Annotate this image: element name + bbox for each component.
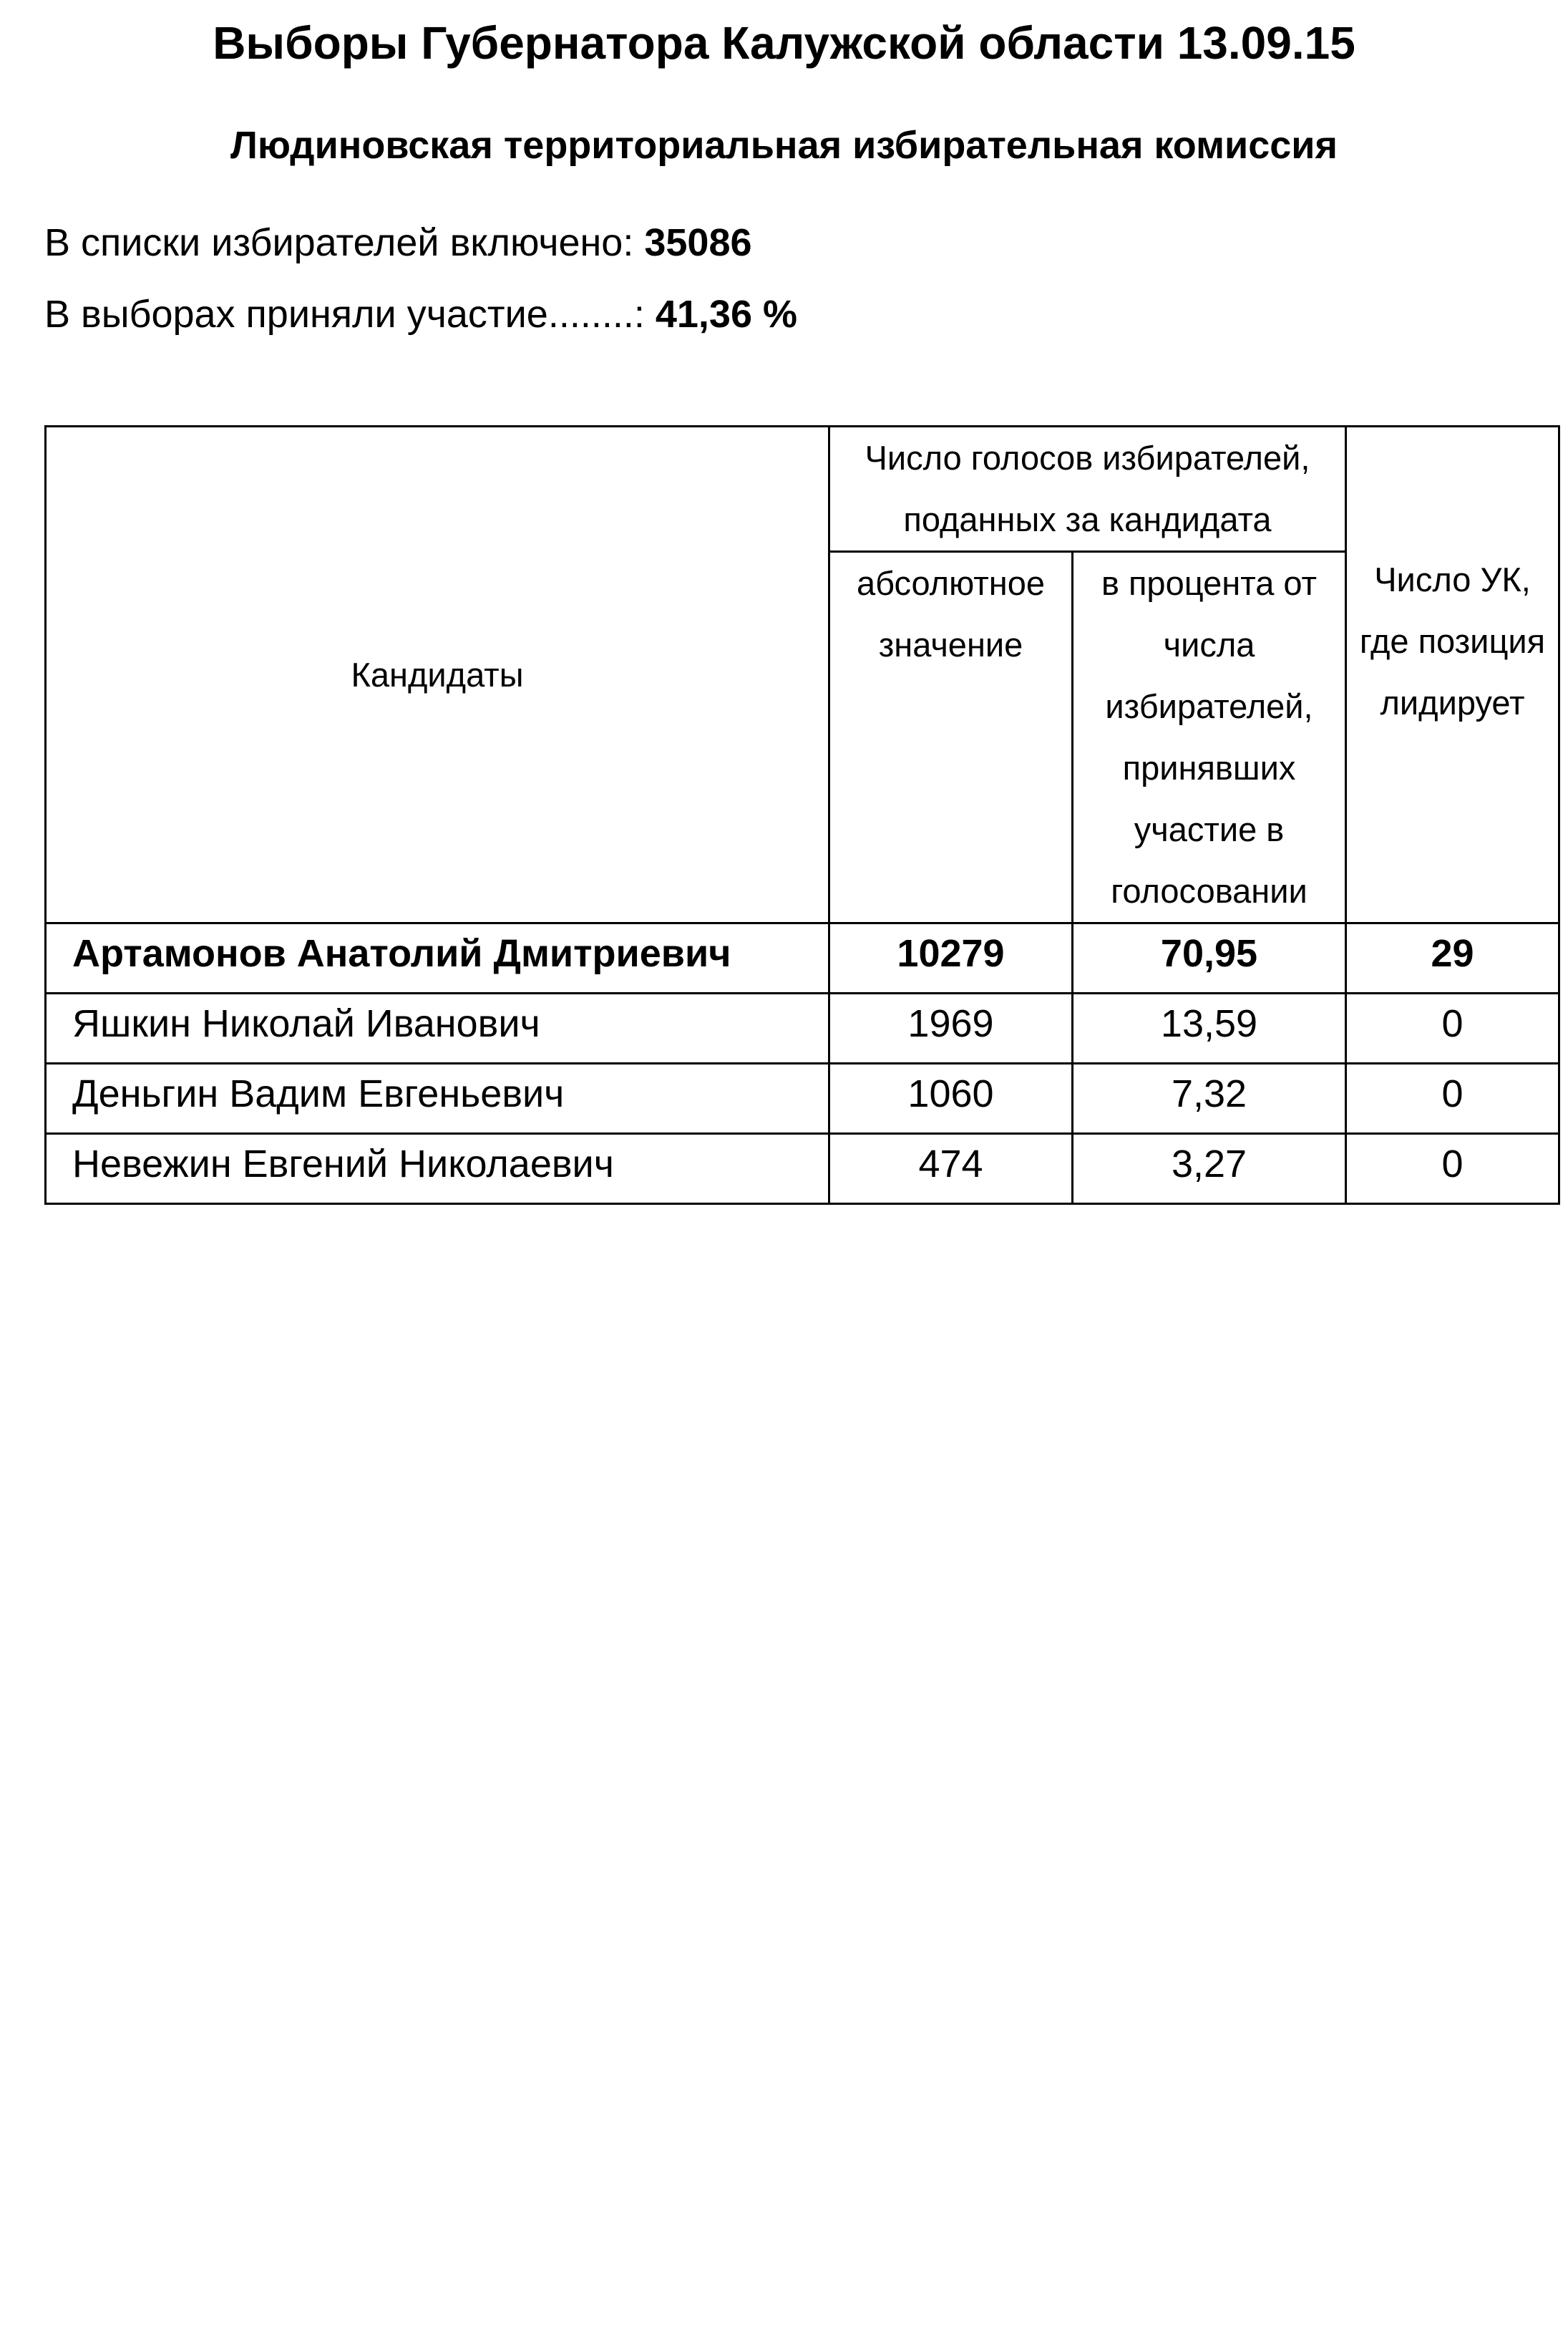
leading-uk-count: 0 <box>1346 994 1559 1064</box>
table-row <box>46 1064 1559 1134</box>
turnout-label: В выборах приняли участие........: <box>44 293 656 336</box>
votes-percent: 3,27 <box>1073 1134 1346 1204</box>
results-table <box>44 425 1560 1205</box>
voters-value: 35086 <box>644 221 752 264</box>
voters-label: В списки избирателей включено: <box>44 221 645 264</box>
page-title: Выборы Губернатора Калужской области 13.09.15 <box>213 17 1355 69</box>
header-absolute: абсолютное значение <box>829 552 1073 923</box>
commission-subtitle: Людиновская территориальная избирательная комиссия <box>230 124 1338 167</box>
header-percent: в процента от числа избирателей, принявших участие в голосовании <box>1073 552 1346 923</box>
votes-percent: 70,95 <box>1073 923 1346 994</box>
header-candidates: Кандидаты <box>46 427 829 923</box>
leading-uk-count: 0 <box>1346 1134 1559 1204</box>
voters-stat <box>44 218 752 268</box>
votes-absolute: 1060 <box>829 1064 1073 1134</box>
table-row <box>46 994 1559 1064</box>
votes-absolute: 10279 <box>829 923 1073 994</box>
votes-percent: 7,32 <box>1073 1064 1346 1134</box>
table-row <box>46 1134 1559 1204</box>
votes-percent: 13,59 <box>1073 994 1346 1064</box>
votes-absolute: 1969 <box>829 994 1073 1064</box>
turnout-stat <box>44 289 797 339</box>
candidate-name: Артамонов Анатолий Дмитриевич <box>46 923 829 994</box>
leading-uk-count: 29 <box>1346 923 1559 994</box>
votes-absolute: 474 <box>829 1134 1073 1204</box>
header-leading-uk: Число УК, где позиция лидирует <box>1346 427 1559 923</box>
turnout-value: 41,36 % <box>655 293 798 336</box>
table-row <box>46 923 1559 994</box>
candidate-name: Невежин Евгений Николаевич <box>46 1134 829 1204</box>
leading-uk-count: 0 <box>1346 1064 1559 1134</box>
candidate-name: Деньгин Вадим Евгеньевич <box>46 1064 829 1134</box>
header-votes-group: Число голосов избирателей, поданных за кандидата <box>829 427 1346 552</box>
candidate-name: Яшкин Николай Иванович <box>46 994 829 1064</box>
